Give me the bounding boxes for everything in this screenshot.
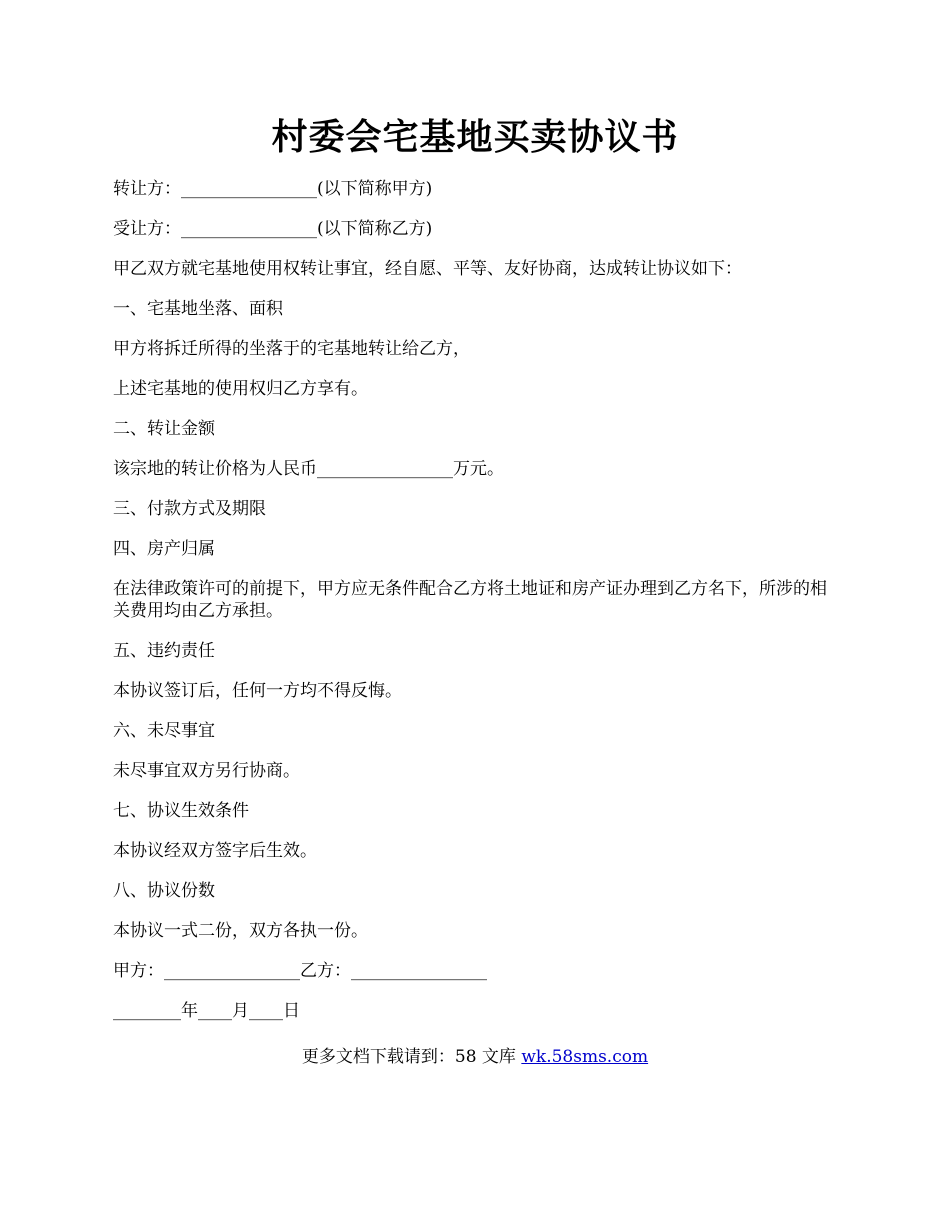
section-7-text: 本协议经双方签字后生效。 <box>113 841 317 861</box>
footer-link[interactable]: wk.58sms.com <box>521 1047 649 1067</box>
document-body <box>113 178 843 1040</box>
section-1-text-b: 上述宅基地的使用权归乙方享有。 <box>113 379 368 399</box>
section-heading-3: 三、付款方式及期限 <box>113 499 266 519</box>
preamble: 甲乙双方就宅基地使用权转让事宜，经自愿、平等、友好协商，达成转让协议如下： <box>113 259 742 279</box>
section-4-text: 在法律政策许可的前提下，甲方应无条件配合乙方将土地证和房产证办理到乙方名下，所涉的相关费用均由乙方承担。 <box>113 579 827 621</box>
transferor-line: 转让方：________________(以下简称甲方) <box>113 179 433 199</box>
document-title: 村委会宅基地买卖协议书 <box>271 116 679 158</box>
section-heading-7: 七、协议生效条件 <box>113 801 249 821</box>
transferee-line: 受让方：________________(以下简称乙方) <box>113 219 433 239</box>
footer-text: 更多文档下载请到：58 文库 <box>301 1047 522 1067</box>
section-2-text: 该宗地的转让价格为人民币________________万元。 <box>113 459 504 479</box>
section-5-text: 本协议签订后，任何一方均不得反悔。 <box>113 681 402 701</box>
section-6-text: 未尽事宜双方另行协商。 <box>113 761 300 781</box>
footer <box>0 1046 950 1068</box>
section-heading-8: 八、协议份数 <box>113 881 215 901</box>
section-heading-1: 一、宅基地坐落、面积 <box>113 299 283 319</box>
section-8-text: 本协议一式二份，双方各执一份。 <box>113 921 368 941</box>
signature-line: 甲方：________________乙方：________________ <box>113 961 487 981</box>
section-heading-6: 六、未尽事宜 <box>113 721 215 741</box>
date-line: ________年____月____日 <box>113 1001 300 1021</box>
section-heading-2: 二、转让金额 <box>113 419 215 439</box>
section-1-text-a: 甲方将拆迁所得的坐落于的宅基地转让给乙方， <box>113 339 470 359</box>
section-heading-4: 四、房产归属 <box>113 539 215 559</box>
section-heading-5: 五、违约责任 <box>113 641 215 661</box>
